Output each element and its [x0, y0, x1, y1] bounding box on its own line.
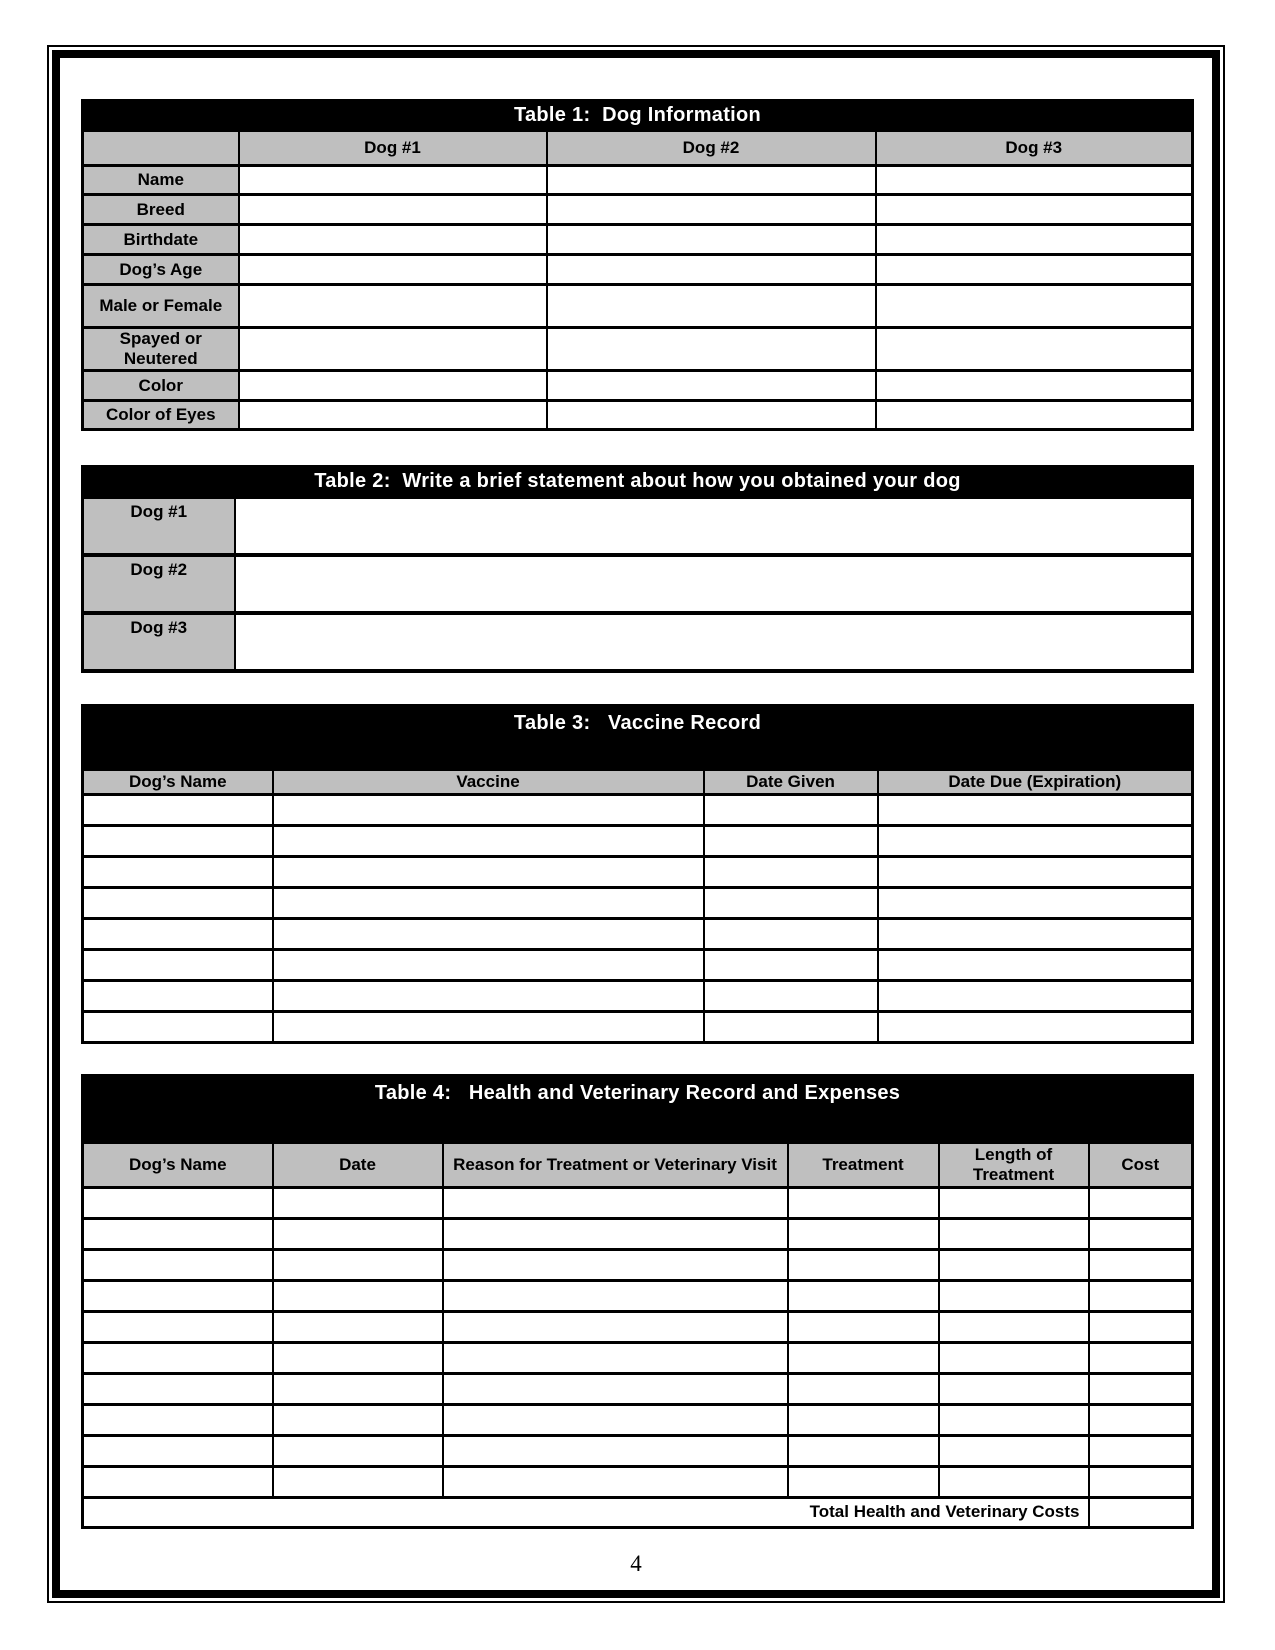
- table4-col-length: Length of Treatment: [939, 1142, 1089, 1187]
- table2-title: Table 2: Write a brief statement about how you obtained your dog: [83, 467, 1193, 497]
- table4-empty-row: [83, 1311, 1193, 1342]
- table4-date-field[interactable]: [273, 1311, 443, 1342]
- page-content: [60, 58, 1212, 1577]
- table4-length-field[interactable]: [939, 1435, 1089, 1466]
- table4-length-field[interactable]: [939, 1218, 1089, 1249]
- table1-name-dog3-field[interactable]: [876, 166, 1193, 195]
- table1-age-dog2-field[interactable]: [547, 255, 876, 285]
- table3-date-given-field[interactable]: [704, 980, 878, 1011]
- vaccine-record-table: [81, 704, 1194, 1044]
- table4-reason-field[interactable]: [443, 1280, 788, 1311]
- table1-breed-dog2-field[interactable]: [547, 195, 876, 225]
- table3-date-due-field[interactable]: [878, 887, 1193, 918]
- table4-reason-field[interactable]: [443, 1435, 788, 1466]
- table3-date-due-field[interactable]: [878, 1011, 1193, 1042]
- table4-dog-name-field[interactable]: [83, 1218, 273, 1249]
- table4-dog-name-field[interactable]: [83, 1342, 273, 1373]
- obtained-statement-table: [81, 465, 1194, 673]
- table4-length-field[interactable]: [939, 1466, 1089, 1497]
- table1-sex-dog2-field[interactable]: [547, 285, 876, 328]
- table3-date-given-field[interactable]: [704, 918, 878, 949]
- table4-empty-row: [83, 1280, 1193, 1311]
- table4-reason-field[interactable]: [443, 1404, 788, 1435]
- table4-date-field[interactable]: [273, 1435, 443, 1466]
- table4-col-cost: Cost: [1089, 1142, 1193, 1187]
- table1-color-dog1-field[interactable]: [239, 371, 547, 401]
- table4-treatment-field[interactable]: [788, 1342, 939, 1373]
- table3-date-due-field[interactable]: [878, 794, 1193, 825]
- table4-col-date: Date: [273, 1142, 443, 1187]
- table1-row-label-age: Dog’s Age: [83, 255, 239, 285]
- table4-date-field[interactable]: [273, 1187, 443, 1218]
- table1-corner-cell: [83, 131, 239, 166]
- table3-date-due-field[interactable]: [878, 918, 1193, 949]
- table2-row-label-dog1: Dog #1: [83, 497, 235, 555]
- table3-vaccine-field[interactable]: [273, 980, 704, 1011]
- table3-vaccine-field[interactable]: [273, 949, 704, 980]
- table2-statement-dog2-field[interactable]: [235, 555, 1193, 613]
- table4-empty-row: [83, 1435, 1193, 1466]
- table4-cost-field[interactable]: [1089, 1373, 1193, 1404]
- table4-date-field[interactable]: [273, 1404, 443, 1435]
- table1-eyecolor-dog2-field[interactable]: [547, 401, 876, 430]
- table3-dog-name-field[interactable]: [83, 980, 273, 1011]
- table4-length-field[interactable]: [939, 1373, 1089, 1404]
- table3-vaccine-field[interactable]: [273, 1011, 704, 1042]
- table1-row-label-eye-color: Color of Eyes: [83, 401, 239, 430]
- table4-total-row: [83, 1497, 1193, 1527]
- table4-dog-name-field[interactable]: [83, 1280, 273, 1311]
- table3-date-due-field[interactable]: [878, 856, 1193, 887]
- table4-reason-field[interactable]: [443, 1249, 788, 1280]
- table3-dog-name-field[interactable]: [83, 825, 273, 856]
- table3-empty-row: [83, 856, 1193, 887]
- table3-empty-row: [83, 825, 1193, 856]
- table4-cost-field[interactable]: [1089, 1466, 1193, 1497]
- table4-treatment-field[interactable]: [788, 1280, 939, 1311]
- table4-date-field[interactable]: [273, 1342, 443, 1373]
- table4-treatment-field[interactable]: [788, 1249, 939, 1280]
- table4-treatment-field[interactable]: [788, 1311, 939, 1342]
- table4-reason-field[interactable]: [443, 1466, 788, 1497]
- page-frame-inner: [52, 50, 1220, 1598]
- table4-dog-name-field[interactable]: [83, 1187, 273, 1218]
- table3-vaccine-field[interactable]: [273, 856, 704, 887]
- table3-date-given-field[interactable]: [704, 825, 878, 856]
- table4-cost-field[interactable]: [1089, 1218, 1193, 1249]
- table1-sex-dog3-field[interactable]: [876, 285, 1193, 328]
- table4-empty-row: [83, 1218, 1193, 1249]
- page-frame: [47, 45, 1225, 1603]
- table4-dog-name-field[interactable]: [83, 1435, 273, 1466]
- table4-length-field[interactable]: [939, 1342, 1089, 1373]
- table4-dog-name-field[interactable]: [83, 1404, 273, 1435]
- table1-birthdate-dog1-field[interactable]: [239, 225, 547, 255]
- table1-birthdate-dog3-field[interactable]: [876, 225, 1193, 255]
- table3-date-given-field[interactable]: [704, 887, 878, 918]
- table2-statement-dog1-field[interactable]: [235, 497, 1193, 555]
- table3-col-date-due: Date Due (Expiration): [878, 769, 1193, 794]
- table2-row-label-dog2: Dog #2: [83, 555, 235, 613]
- table4-treatment-field[interactable]: [788, 1187, 939, 1218]
- table3-col-dogs-name: Dog’s Name: [83, 769, 273, 794]
- table3-date-given-field[interactable]: [704, 856, 878, 887]
- table1-eyecolor-dog1-field[interactable]: [239, 401, 547, 430]
- table1-title: Table 1: Dog Information: [83, 101, 1193, 131]
- table3-date-given-field[interactable]: [704, 949, 878, 980]
- table1-col-dog1: Dog #1: [239, 131, 547, 166]
- table4-date-field[interactable]: [273, 1280, 443, 1311]
- dog-information-table: [81, 99, 1194, 431]
- table4-date-field[interactable]: [273, 1373, 443, 1404]
- table3-date-given-field[interactable]: [704, 794, 878, 825]
- table4-col-treatment: Treatment: [788, 1142, 939, 1187]
- table4-empty-row: [83, 1342, 1193, 1373]
- table4-cost-field[interactable]: [1089, 1311, 1193, 1342]
- table3-col-date-given: Date Given: [704, 769, 878, 794]
- table3-empty-row: [83, 1011, 1193, 1042]
- table1-col-dog3: Dog #3: [876, 131, 1193, 166]
- table4-dog-name-field[interactable]: [83, 1466, 273, 1497]
- table4-length-field[interactable]: [939, 1280, 1089, 1311]
- table4-col-dogs-name: Dog’s Name: [83, 1142, 273, 1187]
- table4-date-field[interactable]: [273, 1218, 443, 1249]
- table3-empty-row: [83, 887, 1193, 918]
- table3-dog-name-field[interactable]: [83, 949, 273, 980]
- table1-row-label-spayed-neutered: Spayed or Neutered: [83, 328, 239, 371]
- table1-name-dog2-field[interactable]: [547, 166, 876, 195]
- table2-statement-dog3-field[interactable]: [235, 613, 1193, 671]
- table4-empty-row: [83, 1404, 1193, 1435]
- table4-treatment-field[interactable]: [788, 1218, 939, 1249]
- table3-date-given-field[interactable]: [704, 1011, 878, 1042]
- table1-row-label-birthdate: Birthdate: [83, 225, 239, 255]
- health-veterinary-table: [81, 1074, 1194, 1529]
- table4-date-field[interactable]: [273, 1466, 443, 1497]
- table4-cost-field[interactable]: [1089, 1249, 1193, 1280]
- page-number: 4: [630, 1550, 642, 1576]
- table3-empty-row: [83, 794, 1193, 825]
- table1-row-label-color: Color: [83, 371, 239, 401]
- table4-dog-name-field[interactable]: [83, 1373, 273, 1404]
- table1-eyecolor-dog3-field[interactable]: [876, 401, 1193, 430]
- table3-vaccine-field[interactable]: [273, 887, 704, 918]
- table1-breed-dog3-field[interactable]: [876, 195, 1193, 225]
- table3-date-due-field[interactable]: [878, 949, 1193, 980]
- table4-empty-row: [83, 1187, 1193, 1218]
- table1-color-dog2-field[interactable]: [547, 371, 876, 401]
- table1-spayed-dog2-field[interactable]: [547, 328, 876, 371]
- table4-length-field[interactable]: [939, 1249, 1089, 1280]
- table4-treatment-field[interactable]: [788, 1466, 939, 1497]
- table3-date-due-field[interactable]: [878, 980, 1193, 1011]
- table1-breed-dog1-field[interactable]: [239, 195, 547, 225]
- table4-dog-name-field[interactable]: [83, 1311, 273, 1342]
- table3-empty-row: [83, 918, 1193, 949]
- table4-date-field[interactable]: [273, 1249, 443, 1280]
- table4-dog-name-field[interactable]: [83, 1249, 273, 1280]
- table2-row-label-dog3: Dog #3: [83, 613, 235, 671]
- table4-total-cost-field[interactable]: [1089, 1497, 1193, 1527]
- table4-col-reason: Reason for Treatment or Veterinary Visit: [443, 1142, 788, 1187]
- table1-age-dog1-field[interactable]: [239, 255, 547, 285]
- table4-treatment-field[interactable]: [788, 1404, 939, 1435]
- table3-dog-name-field[interactable]: [83, 1011, 273, 1042]
- table4-total-label: Total Health and Veterinary Costs: [83, 1497, 1089, 1527]
- table3-title: Table 3: Vaccine Record: [83, 705, 1193, 769]
- table4-cost-field[interactable]: [1089, 1404, 1193, 1435]
- table1-spayed-dog3-field[interactable]: [876, 328, 1193, 371]
- table1-row-label-name: Name: [83, 166, 239, 195]
- table4-reason-field[interactable]: [443, 1373, 788, 1404]
- table4-length-field[interactable]: [939, 1404, 1089, 1435]
- table4-empty-row: [83, 1466, 1193, 1497]
- table4-cost-field[interactable]: [1089, 1435, 1193, 1466]
- table3-vaccine-field[interactable]: [273, 918, 704, 949]
- table3-vaccine-field[interactable]: [273, 794, 704, 825]
- table3-dog-name-field[interactable]: [83, 856, 273, 887]
- table4-reason-field[interactable]: [443, 1342, 788, 1373]
- table1-birthdate-dog2-field[interactable]: [547, 225, 876, 255]
- table4-treatment-field[interactable]: [788, 1435, 939, 1466]
- table4-empty-row: [83, 1373, 1193, 1404]
- table3-dog-name-field[interactable]: [83, 918, 273, 949]
- table4-cost-field[interactable]: [1089, 1342, 1193, 1373]
- table3-dog-name-field[interactable]: [83, 887, 273, 918]
- table4-reason-field[interactable]: [443, 1187, 788, 1218]
- table4-length-field[interactable]: [939, 1187, 1089, 1218]
- table3-dog-name-field[interactable]: [83, 794, 273, 825]
- table3-col-vaccine: Vaccine: [273, 769, 704, 794]
- table3-empty-row: [83, 980, 1193, 1011]
- table1-sex-dog1-field[interactable]: [239, 285, 547, 328]
- table3-empty-row: [83, 949, 1193, 980]
- table4-length-field[interactable]: [939, 1311, 1089, 1342]
- table4-empty-row: [83, 1249, 1193, 1280]
- table3-vaccine-field[interactable]: [273, 825, 704, 856]
- table1-row-label-sex: Male or Female: [83, 285, 239, 328]
- table3-date-due-field[interactable]: [878, 825, 1193, 856]
- table4-reason-field[interactable]: [443, 1218, 788, 1249]
- table4-reason-field[interactable]: [443, 1311, 788, 1342]
- table4-treatment-field[interactable]: [788, 1373, 939, 1404]
- table1-col-dog2: Dog #2: [547, 131, 876, 166]
- table4-cost-field[interactable]: [1089, 1280, 1193, 1311]
- table1-spayed-dog1-field[interactable]: [239, 328, 547, 371]
- table4-cost-field[interactable]: [1089, 1187, 1193, 1218]
- table1-color-dog3-field[interactable]: [876, 371, 1193, 401]
- table4-title: Table 4: Health and Veterinary Record and Expenses: [83, 1075, 1193, 1142]
- table1-age-dog3-field[interactable]: [876, 255, 1193, 285]
- table1-name-dog1-field[interactable]: [239, 166, 547, 195]
- table1-row-label-breed: Breed: [83, 195, 239, 225]
